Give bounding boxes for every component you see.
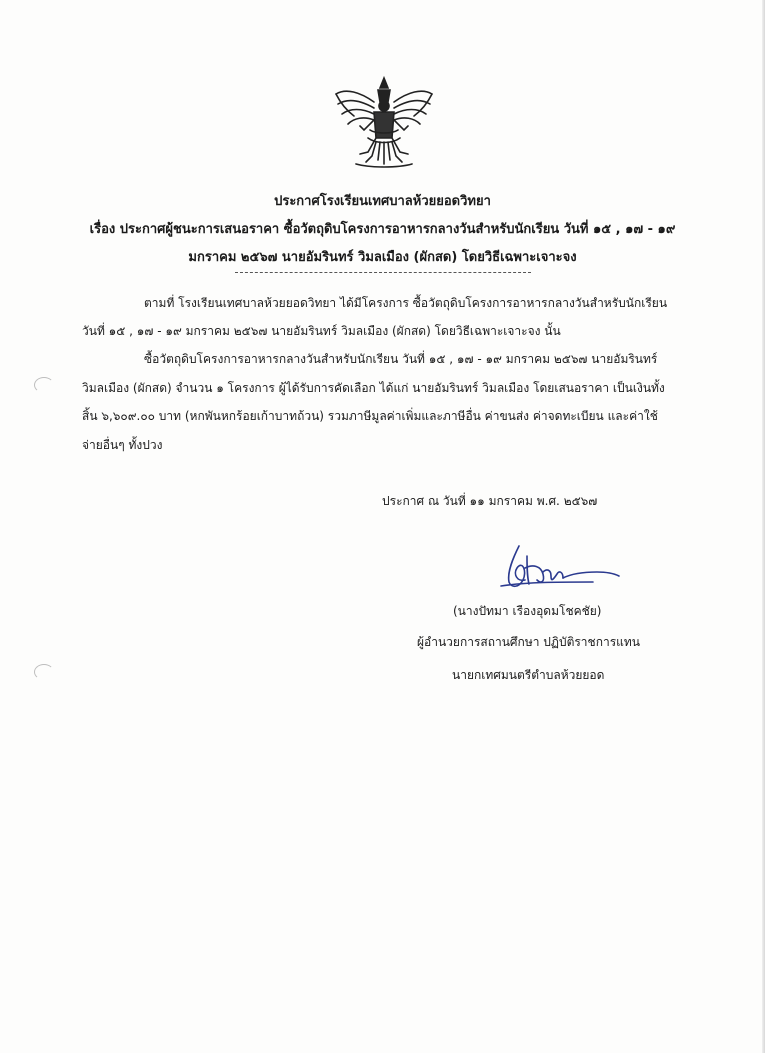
punch-hole-mark (34, 377, 54, 393)
dashed-divider (235, 272, 531, 273)
signatory-position-2: นายกเทศมนตรีตำบลห้วยยอด (452, 668, 605, 682)
paragraph-2-line-4: จ่ายอื่นๆ ทั้งปวง (82, 438, 163, 452)
paragraph-2-line-2: วิมลเมือง (ผักสด) จำนวน ๑ โครงการ ผู้ได้รับการคัดเลือก ได้แก่ นายอัมรินทร์ วิมลเมือง โดยเสนอราคา เป็นเงินทั้ง (82, 381, 665, 395)
signatory-name: (นางปัทมา เรืองอุดมโชคชัย) (453, 604, 602, 618)
paragraph-1-line-1: ตามที่ โรงเรียนเทศบาลห้วยยอดวิทยา ได้มีโครงการ ซื้อวัตถุดิบโครงการอาหารกลางวันสำหรับนักเรียน (144, 296, 668, 310)
paragraph-2-line-1: ซื้อวัตถุดิบโครงการอาหารกลางวันสำหรับนักเรียน วันที่ ๑๕ , ๑๗ - ๑๙ มกราคม ๒๕๖๗ นายอัมรินทร์ (144, 352, 658, 366)
document-title: ประกาศโรงเรียนเทศบาลห้วยยอดวิทยา (274, 194, 491, 209)
announcement-date: ประกาศ ณ วันที่ ๑๑ มกราคม พ.ศ. ๒๕๖๗ (382, 494, 598, 508)
paragraph-2-line-3: สิ้น ๖,๖๐๙.๐๐ บาท (หกพันหกร้อยเก้าบาทถ้วน) รวมภาษีมูลค่าเพิ่มและภาษีอื่น ค่าขนส่ง ค่าจดทะเบียน และค่าใช้ (82, 409, 658, 423)
signature-image (497, 538, 625, 598)
paragraph-1-line-2: วันที่ ๑๕ , ๑๗ - ๑๙ มกราคม ๒๕๖๗ นายอัมรินทร์ วิมลเมือง (ผักสด) โดยวิธีเฉพาะเจาะจง นั้น (82, 324, 561, 338)
punch-hole-mark (34, 664, 54, 680)
subject-line-1: เรื่อง ประกาศผู้ชนะการเสนอราคา ซื้อวัตถุดิบโครงการอาหารกลางวันสำหรับนักเรียน วันที่ ๑๕ , ๑๗ - ๑๙ (89, 222, 676, 237)
subject-line-2: มกราคม ๒๕๖๗ นายอัมรินทร์ วิมลเมือง (ผักสด) โดยวิธีเฉพาะเจาะจง (188, 250, 577, 265)
signatory-position-1: ผู้อำนวยการสถานศึกษา ปฏิบัติราชการแทน (417, 635, 640, 649)
garuda-emblem-icon (330, 72, 438, 170)
